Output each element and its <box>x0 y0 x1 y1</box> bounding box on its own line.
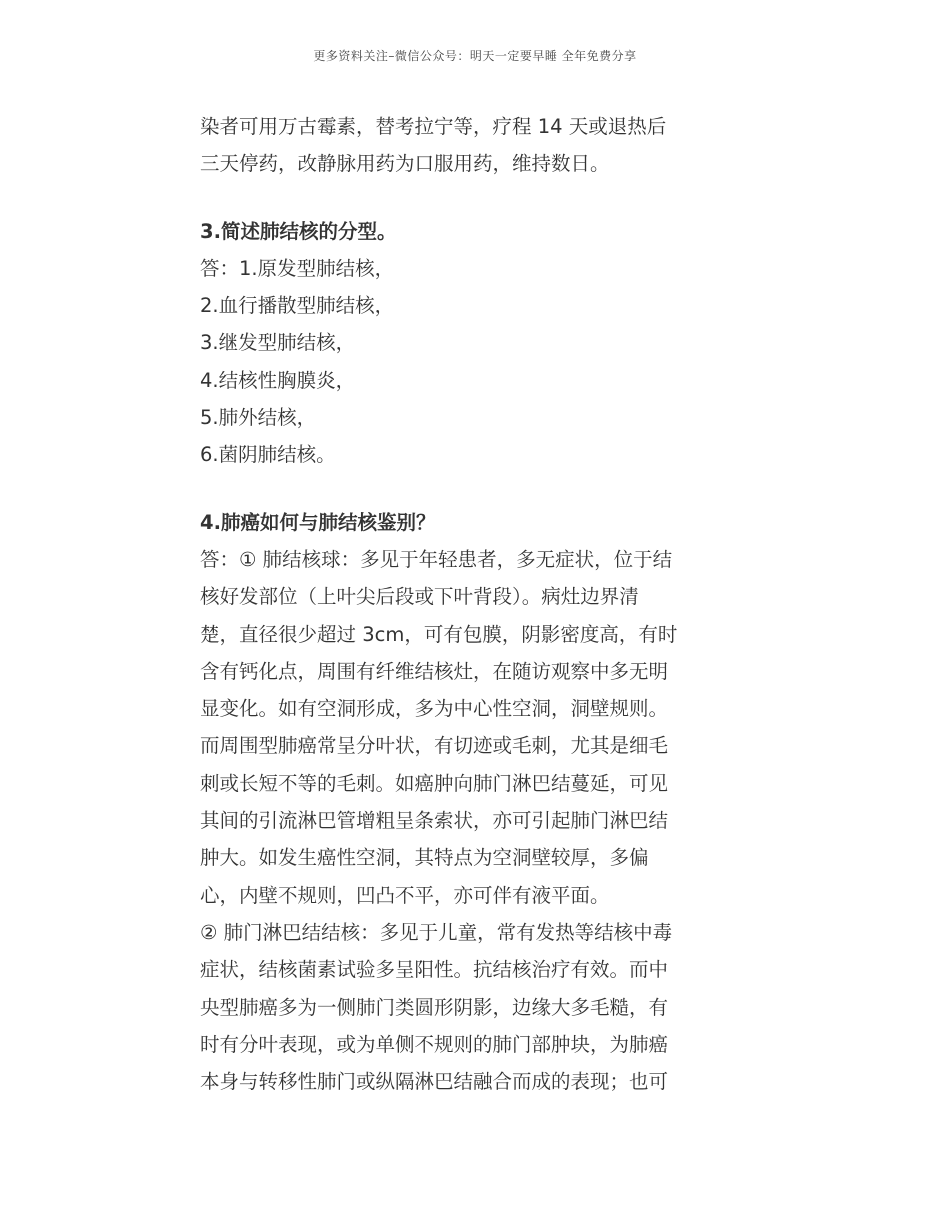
text-line: 三天停药，改静脉用药为口服用药，维持数日。 <box>200 152 610 176</box>
answer-line: 核好发部位（上叶尖后段或下叶背段）。病灶边界清 <box>200 585 639 609</box>
answer-line: 答：① 肺结核球：多见于年轻患者，多无症状，位于结 <box>200 547 673 571</box>
answer-line: 答：1.原发型肺结核， <box>200 256 395 280</box>
page-header: 更多资料关注–微信公众号：明天一定要早睡 全年免费分享 <box>313 49 637 63</box>
intro-paragraph <box>200 108 760 183</box>
answer-line: 2.血行播散型肺结核， <box>200 294 395 318</box>
question-3-section <box>200 213 760 474</box>
answer-line: 刺或长短不等的毛刺。如癌肿向肺门淋巴结蔓延，可见 <box>200 771 669 795</box>
answer-line: 而周围型肺癌常呈分叶状，有切迹或毛刺，尤其是细毛 <box>200 734 669 758</box>
answer-line: 肿大。如发生癌性空洞，其特点为空洞壁较厚，多偏 <box>200 846 649 870</box>
question-4-title: 4.肺癌如何与肺结核鉴别？ <box>200 510 436 534</box>
answer-line: 5.肺外结核， <box>200 406 317 430</box>
section-gap <box>200 183 760 213</box>
answer-line: 3.继发型肺结核， <box>200 331 356 355</box>
answer-line: 楚，直径很少超过 3cm，可有包膜，阴影密度高，有时 <box>200 622 678 646</box>
answer-line: 症状，结核菌素试验多呈阳性。抗结核治疗有效。而中 <box>200 958 669 982</box>
answer-line: 4.结核性胸膜炎， <box>200 368 356 392</box>
answer-line: ② 肺门淋巴结结核：多见于儿童，常有发热等结核中毒 <box>200 920 673 944</box>
question-3-title: 3.简述肺结核的分型。 <box>200 219 397 243</box>
answer-line: 其间的引流淋巴管增粗呈条索状，亦可引起肺门淋巴结 <box>200 809 669 833</box>
answer-line: 6.菌阴肺结核。 <box>200 443 336 467</box>
section-gap <box>200 474 760 504</box>
answer-line: 本身与转移性肺门或纵隔淋巴结融合而成的表现；也可 <box>200 1070 669 1094</box>
answer-line: 央型肺癌多为一侧肺门类圆形阴影，边缘大多毛糙，有 <box>200 995 669 1019</box>
answer-line: 显变化。如有空洞形成，多为中心性空洞，洞壁规则。 <box>200 697 669 721</box>
answer-line: 心，内壁不规则，凹凸不平，亦可伴有液平面。 <box>200 883 610 907</box>
document-body <box>200 108 760 1100</box>
answer-line: 时有分叶表现，或为单侧不规则的肺门部肿块，为肺癌 <box>200 1032 669 1056</box>
text-line: 染者可用万古霉素，替考拉宁等，疗程 14 天或退热后 <box>200 115 667 138</box>
answer-line: 含有钙化点，周围有纤维结核灶，在随访观察中多无明 <box>200 659 669 683</box>
question-4-section <box>200 504 760 1101</box>
